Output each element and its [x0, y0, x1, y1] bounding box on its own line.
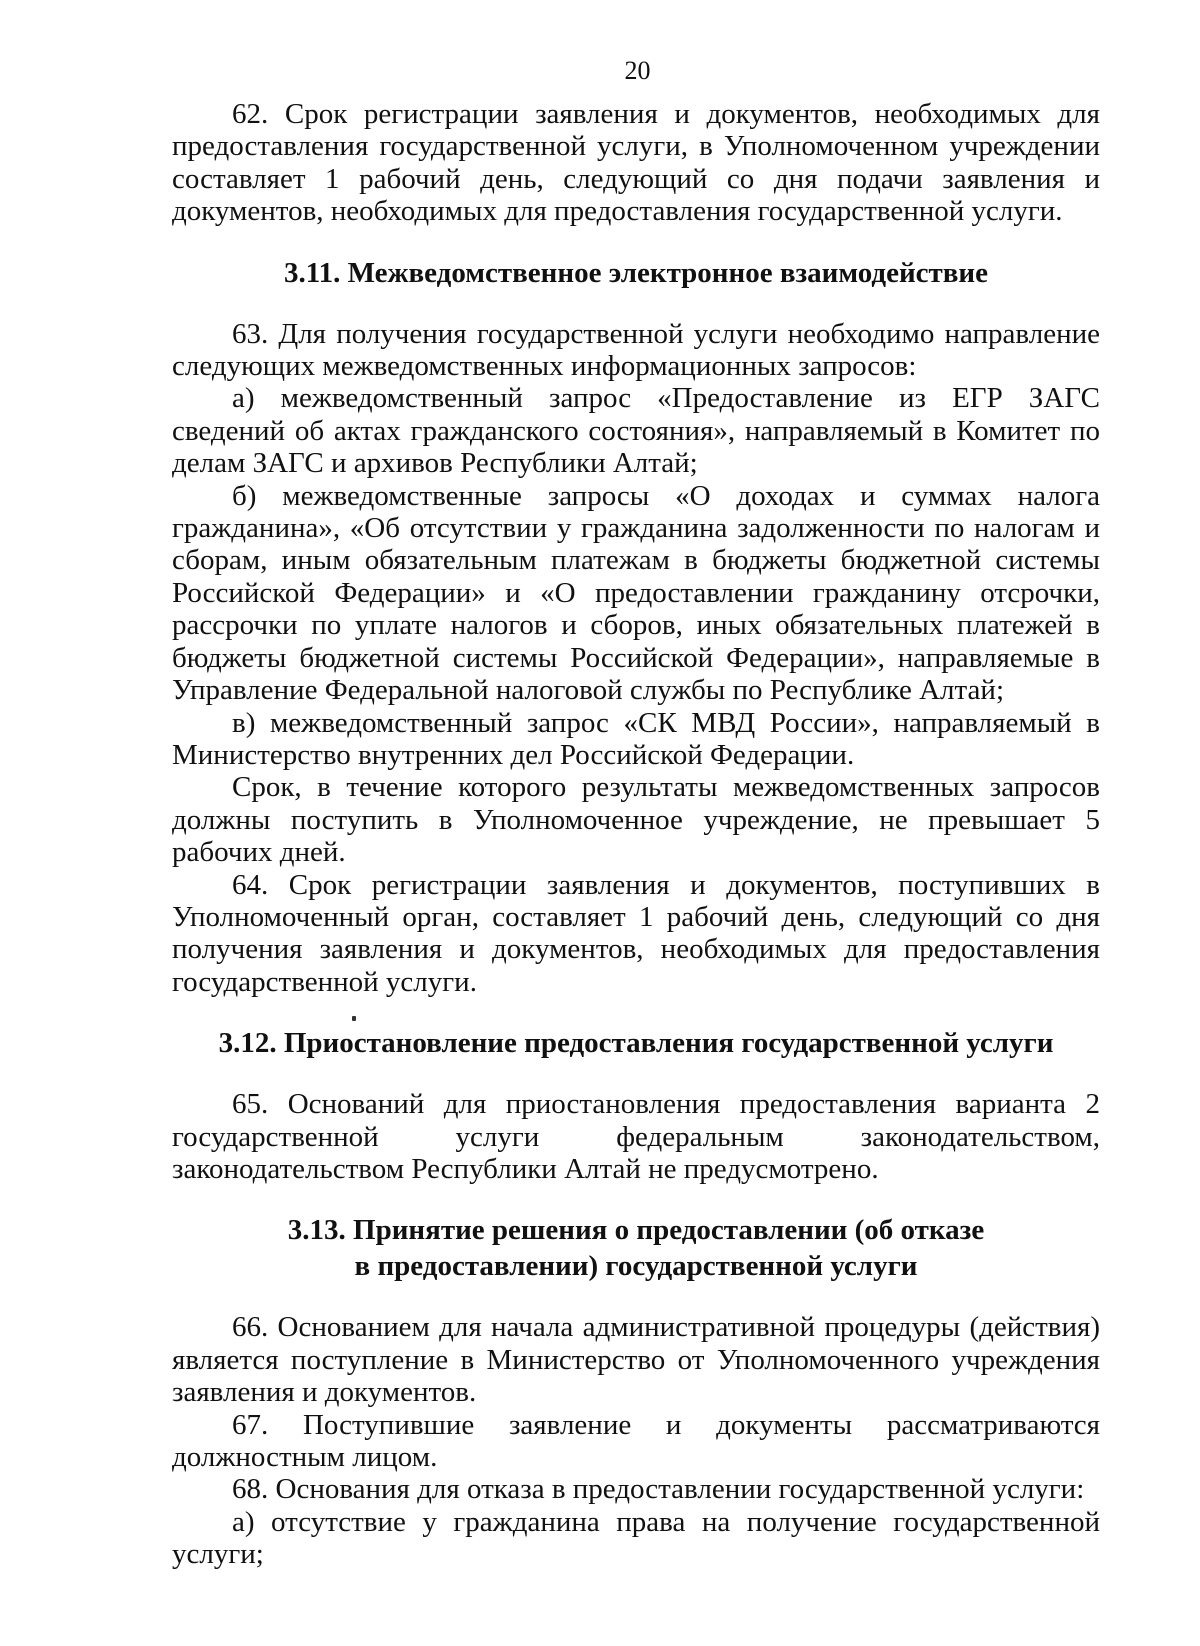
page-number: 20 [624, 56, 651, 85]
paragraph-67: 67. Поступившие заявление и документы рассматриваются должностным лицом. [172, 1408, 1100, 1473]
paragraph-63: 63. Для получения государственной услуги необходимо направление следующих межведомственных информационных запросов: [172, 317, 1100, 383]
paragraph-68: 68. Основания для отказа в предоставлении государственной услуги: [232, 1473, 1085, 1506]
paragraph-63-c: в) межведомственный запрос «СК МВД России», направляемый в Министерство внутренних дел Российской Федерации. [172, 706, 1100, 771]
scan-speck-mark [352, 1016, 356, 1021]
section-heading-3-13 [172, 1212, 1100, 1284]
paragraph-63-a: а) межведомственный запрос «Предоставление из ЕГР ЗАГС сведений об актах гражданского состояния», направляемый в Комитет по делам ЗАГС и архивов Республики Алтай; [172, 382, 1100, 480]
section-heading-3-11: 3.11. Межведомственное электронное взаимодействие [283, 256, 989, 289]
paragraph-63-b: б) межведомственные запросы «О доходах и суммах налога гражданина», «Об отсутствии у гражданина задолженности по налогам и сборам, иным обязательным платежам в бюджеты бюджетной системы Российской Федерации» и «О предоставлении гражданину отсрочки, рассрочки по уплате налогов и сборов, иных обязательных платежей в бюджеты бюджетной системы Российской Федерации», направляемые в Управление Федеральной налоговой службы по Республике Алтай; [172, 479, 1100, 707]
section-heading-3-13-line-1: 3.13. Принятие решения о предоставлении (об отказе [287, 1214, 985, 1247]
paragraph-65: 65. Оснований для приостановления предоставления варианта 2 государственной услуги федеральным законодательством, законодательством Республики Алтай не предусмотрено. [172, 1088, 1100, 1185]
section-heading-3-13-line-2: в предоставлении) государственной услуги [354, 1250, 918, 1283]
document-body [172, 98, 1100, 1571]
paragraph-66: 66. Основанием для начала административной процедуры (действия) является поступление в Министерство от Уполномоченного учреждения заявления и документов. [172, 1311, 1100, 1409]
paragraph-62: 62. Срок регистрации заявления и документов, необходимых для предоставления государственной услуги, в Уполномоченном учреждении составляет 1 рабочий день, следующий со дня подачи заявления и документов, необходимых для предоставления государственной услуги. [172, 98, 1100, 228]
paragraph-68-a: а) отсутствие у гражданина права на получение государственной услуги; [172, 1505, 1100, 1571]
section-heading-3-12: 3.12. Приостановление предоставления государственной услуги [218, 1027, 1054, 1060]
paragraph-63-term: Срок, в течение которого результаты межведомственных запросов должны поступить в Уполномоченное учреждение, не превышает 5 рабочих дней. [172, 771, 1100, 869]
paragraph-64: 64. Срок регистрации заявления и документов, поступивших в Уполномоченный орган, составляет 1 рабочий день, следующий со дня получения заявления и документов, необходимых для предоставления государственной услуги. [172, 868, 1100, 998]
